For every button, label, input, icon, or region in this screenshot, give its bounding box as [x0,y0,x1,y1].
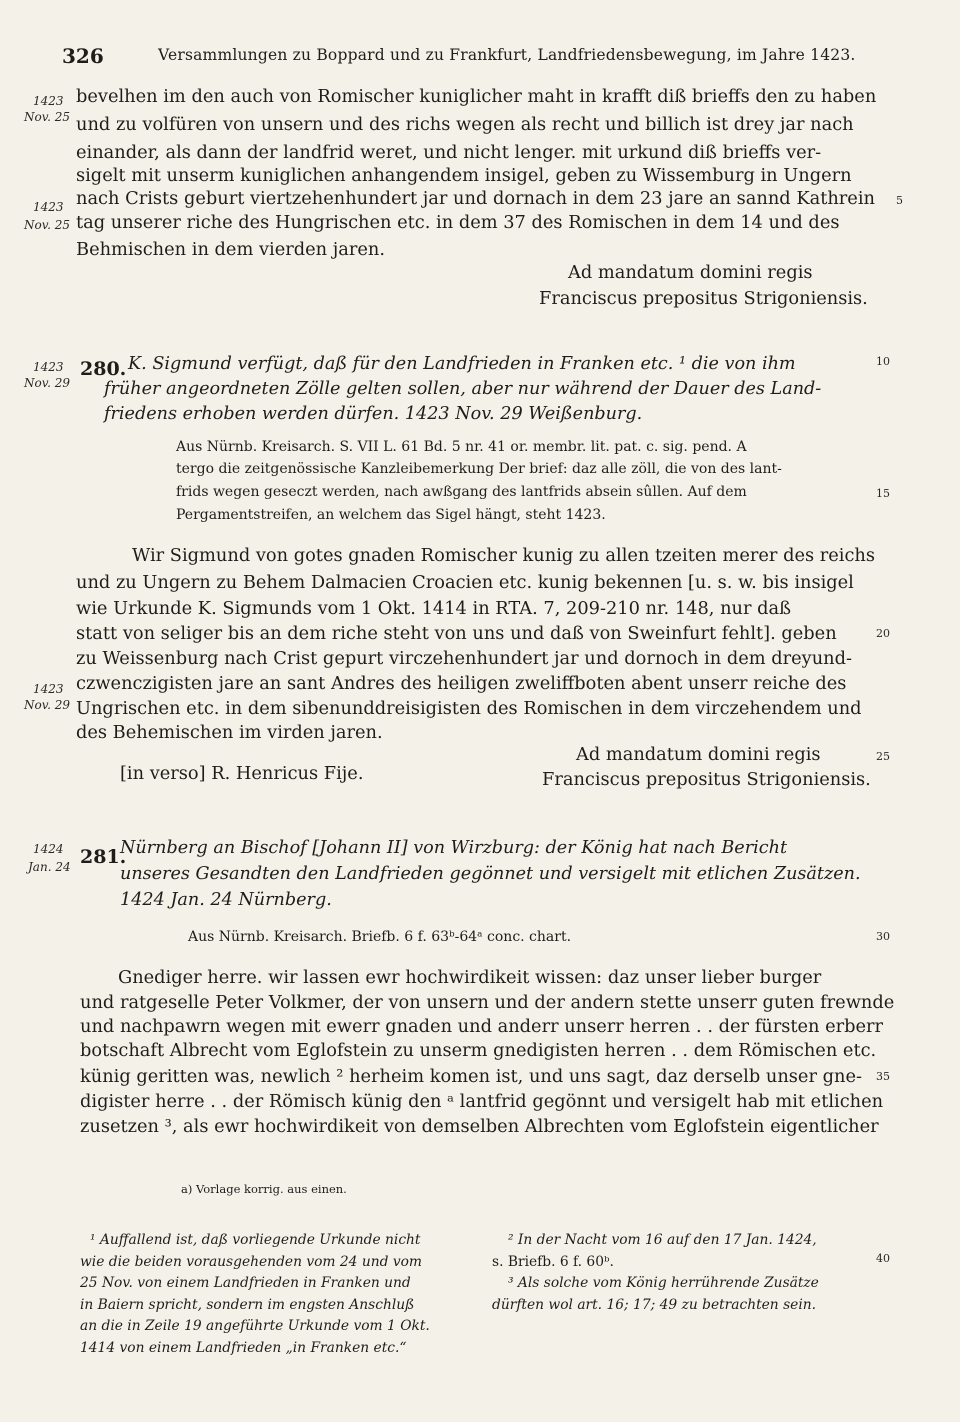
text-line: bevelhen im den auch von Romischer kuniglicher maht in krafft diß brieffs den zu haben [76,86,877,107]
regest-line: Nürnberg an Bischof [Johann II] von Wirzburg: der König hat nach Bericht [120,838,788,858]
text-line: statt von seliger bis an dem riche steht von uns und daß von Sweinfurt fehlt]. geben [76,623,837,644]
margin-date-day: Nov. 29 [24,376,70,390]
footnote-line: wie die beiden vorausgehenden vom 24 und vom [80,1254,423,1270]
line-number: 35 [876,1070,890,1083]
source-line: frids wegen geseczt werden, nach awßgang des lantfrids absein sûllen. Auf dem [176,484,747,500]
footnote-line: 25 Nov. von einem Landfrieden in Franken und [80,1275,411,1291]
text-line: Ungrischen etc. in dem sibenunddreisigisten des Romischen in dem virczehendem und [76,698,862,719]
footnote-line: ² In der Nacht vom 16 auf den 17 Jan. 1424, [508,1232,817,1248]
line-number: 15 [876,487,890,500]
source-line: tergo die zeitgenössische Kanzleibemerkung Der brief: daz alle zöll, die von des lant- [176,461,782,477]
mandate-line: Franciscus prepositus Strigoniensis. [542,769,871,790]
footnote-line: ³ Als solche vom König herrührende Zusätze [508,1275,819,1291]
running-title: Versammlungen zu Boppard und zu Frankfurt, Landfriedensbewegung, im Jahre 1423. [158,46,856,64]
text-line: Wir Sigmund von gotes gnaden Romischer kunig zu allen tzeiten merer des reichs [132,545,875,566]
document-number: 281. [80,846,127,868]
footnote-line: dürften wol art. 16; 17; 49 zu betrachten sein. [492,1297,816,1313]
text-line: zu Weissenburg nach Crist gepurt virczehenhundert jar und dornoch in dem dreyund- [76,648,853,669]
text-line: botschaft Albrecht vom Eglofstein zu unserm gnedigisten herren . . dem Römischen etc. [80,1040,877,1061]
margin-date-day: Jan. 24 [28,860,71,874]
source-line: Aus Nürnb. Kreisarch. S. VII L. 61 Bd. 5 nr. 41 or. membr. lit. pat. c. sig. pend. A [176,439,747,455]
footnote-line: ¹ Auffallend ist, daß vorliegende Urkunde nicht [90,1232,421,1248]
text-line: und zu volfüren von unsern und des richs wegen als recht und billich ist drey jar nach [76,114,854,135]
source-line: Pergamentstreifen, an welchem das Sigel hängt, steht 1423. [176,507,606,523]
line-number: 10 [876,355,890,368]
mandate-line: Franciscus prepositus Strigoniensis. [539,288,868,309]
text-line: tag unserer riche des Hungrischen etc. in dem 37 des Romischen in dem 14 und des [76,212,840,233]
text-line: Gnediger herre. wir lassen ewr hochwirdikeit wissen: daz unser lieber burger [118,967,822,988]
text-line: und zu Ungern zu Behem Dalmacien Croacien etc. kunig bekennen [u. s. w. bis insigel [76,572,854,593]
regest-line: früher angeordneten Zölle gelten sollen, aber nur während der Dauer des Land- [104,379,822,399]
text-line: Behmischen in dem vierden jaren. [76,239,385,260]
footnote-line: 1414 von einem Landfrieden „in Franken etc.“ [80,1340,407,1356]
regest-line: 1424 Jan. 24 Nürnberg. [120,890,332,910]
line-number: 40 [876,1252,890,1265]
regest-line: friedens erhoben werden dürfen. 1423 Nov. 29 Weißenburg. [104,404,643,424]
text-line: und ratgeselle Peter Volkmer, der von unsern und der andern stette unserr guten frewnde [80,992,895,1013]
text-line: digister herre . . der Römisch künig den ᵃ lantfrid gegönnt und versigelt hab mit etlichen [80,1091,884,1112]
line-number: 25 [876,750,890,763]
text-line: zusetzen ³, als ewr hochwirdikeit von demselben Albrechten vom Eglofstein eigentlicher [80,1116,879,1137]
margin-date-year: 1424 [33,842,64,856]
text-line: des Behemischen im virden jaren. [76,722,383,743]
verso-note: [in verso] R. Henricus Fije. [120,763,364,784]
text-line: nach Crists geburt viertzehenhundert jar und dornach in dem 23 jare an sannd Kathrein [76,188,875,209]
page-number: 326 [62,44,104,68]
line-number: 20 [876,627,890,640]
margin-date-day: Nov. 29 [24,698,70,712]
text-line: sigelt mit unserm kuniglichen anhangendem insigel, geben zu Wissemburg in Ungern [76,165,852,186]
text-line: und nachpawrn wegen mit ewerr gnaden und anderr unserr herren . . der fürsten erberr [80,1016,884,1037]
mandate-line: Ad mandatum domini regis [576,744,821,765]
document-number: 280. [80,358,127,380]
textual-note: a) Vorlage korrig. aus einen. [181,1182,347,1196]
margin-date-year: 1423 [33,200,64,214]
footnote-line: an die in Zeile 19 angeführte Urkunde vom 1 Okt. [80,1318,430,1334]
text-line: czwenczigisten jare an sant Andres des heiligen zweliffboten abent unserr reiche des [76,673,847,694]
margin-date-year: 1423 [33,360,64,374]
mandate-line: Ad mandatum domini regis [568,262,813,283]
line-number: 30 [876,930,890,943]
source-line: Aus Nürnb. Kreisarch. Briefb. 6 f. 63ᵇ-64ᵃ conc. chart. [188,929,572,945]
margin-date-year: 1423 [33,682,64,696]
line-number: 5 [896,194,903,207]
footnote-line: in Baiern spricht, sondern im engsten Anschluß [80,1297,415,1313]
margin-date-day: Nov. 25 [24,218,70,232]
text-line: künig geritten was, newlich ² herheim komen ist, und uns sagt, daz derselb unser gne- [80,1066,862,1087]
regest-line: unseres Gesandten den Landfrieden gegönnet und versigelt mit etlichen Zusätzen. [120,864,861,884]
margin-date-year: 1423 [33,94,64,108]
footnote-line: s. Briefb. 6 f. 60ᵇ. [492,1254,614,1270]
text-line: einander, als dann der landfrid weret, und nicht lenger. mit urkund diß brieffs ver- [76,142,822,163]
text-line: wie Urkunde K. Sigmunds vom 1 Okt. 1414 in RTA. 7, 209-210 nr. 148, nur daß [76,598,792,619]
margin-date-day: Nov. 25 [24,110,70,124]
regest-line: K. Sigmund verfügt, daß für den Landfrieden in Franken etc. ¹ die von ihm [128,354,796,374]
